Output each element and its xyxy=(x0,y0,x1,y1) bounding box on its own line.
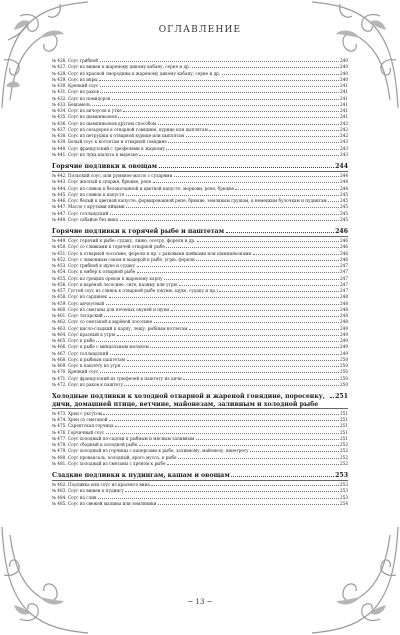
dot-leader xyxy=(139,155,338,156)
dot-leader xyxy=(109,297,339,298)
toc-entry-title: № 485. Соус из свежей малины или земляники xyxy=(52,500,157,506)
toc-entry-title: № 456. Соус к варёной лососине, сиге, налиму или угрю xyxy=(52,281,178,287)
toc-entry[interactable] xyxy=(52,217,348,223)
toc-entry-title: № 466. Соус к рыбе с миндальным молоком xyxy=(52,344,149,350)
toc-section-heading[interactable] xyxy=(52,472,348,481)
dot-leader xyxy=(168,142,338,143)
toc-entry-title: № 461. Соус татарский xyxy=(52,313,103,319)
toc-entry-page: 246 xyxy=(340,250,348,256)
toc-entry-page: 252 xyxy=(340,442,348,448)
toc-entry-title: № 477. Соус холодный по-садски к рыбным и мясным заливным xyxy=(52,435,195,441)
toc-section xyxy=(52,228,348,237)
toc-entry-title: № 431. Соус из раков xyxy=(52,89,99,95)
toc-entry-page: 243 xyxy=(340,139,348,145)
toc-entry-page: 250 xyxy=(340,375,348,381)
toc-section xyxy=(52,472,348,481)
toc-entry-title: № 478. Соус сборный к холодной рыбе xyxy=(52,442,138,448)
toc-entry-title: № 429. Соус из икры xyxy=(52,76,98,82)
toc-entry-title: № 469. Соус к паштету из угря xyxy=(52,363,121,369)
dot-leader xyxy=(178,458,338,459)
toc-entry-page: 252 xyxy=(340,460,348,466)
dot-leader xyxy=(100,86,339,87)
dot-leader xyxy=(197,241,339,242)
dot-leader xyxy=(99,80,338,81)
dot-leader xyxy=(159,167,334,168)
toc-section xyxy=(52,163,348,172)
toc-entry-title: № 449. Соус горячий к рыбе: судаку, линю, осетру, форели и др. xyxy=(52,238,196,244)
dot-leader xyxy=(150,347,338,348)
toc-entry-page: 244 xyxy=(340,179,348,185)
toc-entry-title: № 457. Густой соус из сливок к отварной рыбе (окуню, щуке, судаку и пр.) xyxy=(52,288,218,294)
toc-entry-title: № 474. Хрен со сметаной xyxy=(52,417,108,423)
toc-entry-title: № 442. Польский соус, или румяное масло с сухарями xyxy=(52,173,173,179)
toc-entry-title: № 441. Соус из лука-шалота к вырезке xyxy=(52,151,138,157)
toc-entry-title: № 484. Соус из слив xyxy=(52,494,97,500)
toc-entry-page: 241 xyxy=(340,95,348,101)
dot-leader xyxy=(124,385,338,386)
toc-section-heading[interactable] xyxy=(52,163,348,172)
floral-corner-ornament-icon xyxy=(0,525,90,635)
dot-leader xyxy=(209,130,338,131)
toc-entry-title: № 463. Соус кисло-сладкий к карпу, лещу, рыбным котлетам xyxy=(52,325,188,331)
dot-leader xyxy=(235,189,338,190)
dot-leader xyxy=(98,498,339,499)
toc-entry[interactable] xyxy=(52,382,348,388)
toc-entry-title: № 439. Белый соус к котлетам и отварной говядине xyxy=(52,139,167,145)
toc-entry-title: № 455. Соус из грецких орехов к жареному карпу xyxy=(52,275,163,281)
toc-entry[interactable] xyxy=(52,501,348,507)
dot-leader xyxy=(137,266,339,267)
toc-entry-title: № 482. Подливка или соус из красного вина xyxy=(52,482,150,488)
toc-entry-title: № 447. Масло с крутыми яйцами xyxy=(52,204,125,210)
toc-entry-page: 243 xyxy=(340,145,348,151)
dot-leader xyxy=(126,195,339,196)
dot-leader xyxy=(158,504,339,505)
dot-leader xyxy=(196,439,339,440)
toc-entry-title: № 481. Соус холодный из сметаны с хреном к рыбе xyxy=(52,460,166,466)
dot-leader xyxy=(253,254,339,255)
dot-leader xyxy=(100,92,338,93)
toc-entry-title: № 433. Бешамель xyxy=(52,101,91,107)
toc-entry-page: 243 xyxy=(340,151,348,157)
dot-leader xyxy=(92,105,338,106)
toc-entry-page: 250 xyxy=(340,381,348,387)
toc-entry-page: 240 xyxy=(340,58,348,63)
toc-section xyxy=(52,393,348,409)
dot-leader xyxy=(174,176,339,177)
dot-leader xyxy=(125,491,338,492)
dot-leader xyxy=(151,485,338,486)
toc-entry-page: 242 xyxy=(340,120,348,126)
toc-entry-title: № 472. Соус из раков к паштету xyxy=(52,381,123,387)
toc-entry-title: № 426. Соус грибной xyxy=(52,58,99,63)
dot-leader xyxy=(154,322,339,323)
toc-entry-page: 252 xyxy=(340,454,348,460)
toc-entry-page: 241 xyxy=(340,114,348,120)
toc-entry[interactable] xyxy=(52,152,348,158)
toc-entry-page: 250 xyxy=(340,356,348,362)
toc-entry-page: 247 xyxy=(340,275,348,281)
toc-entry-page: 246 xyxy=(340,244,348,250)
toc-entry-page: 253 xyxy=(340,482,348,488)
toc-section-heading[interactable] xyxy=(52,393,348,409)
dot-leader xyxy=(118,117,338,118)
section-page: 251 xyxy=(335,393,348,401)
toc-entry-page: 244 xyxy=(340,173,348,179)
page-number: ~ 13 ~ xyxy=(187,598,213,606)
toc-entry-page: 245 xyxy=(340,191,348,197)
toc-entry-page: 240 xyxy=(340,76,348,82)
toc-entry-title: № 440. Соус французский с трюфелями к жаркому xyxy=(52,145,165,151)
toc-entry-title: № 443. Соус желтый к спаржe, брюкве, репе xyxy=(52,179,152,185)
dot-leader xyxy=(153,182,339,183)
toc-entry-title: № 452. Соус с лимонным соком и мадерой к рыбе, угрю, форели xyxy=(52,256,195,262)
dot-leader xyxy=(106,433,339,434)
toc-entry-title: № 471. Соус французский из трюфелей к паштету из дичи xyxy=(52,375,182,381)
dot-leader xyxy=(222,74,339,75)
toc-entry[interactable] xyxy=(52,461,348,467)
toc-entry-title: № 453. Соус грибной к щуке и судаку xyxy=(52,263,136,269)
toc-entry-title: № 460. Соус из сметаны для печеных окуней и щуки xyxy=(52,306,169,312)
toc-entry-title: № 434. Соус из анчоусов к утке xyxy=(52,108,122,113)
toc-entry-page: 242 xyxy=(340,126,348,132)
dot-leader xyxy=(96,341,338,342)
section-title: Горячие подливки к горячей рыбе и паштетам xyxy=(52,228,225,236)
dot-leader xyxy=(112,99,339,100)
toc-entry-title: № 468. Соус к рыбным паштетам xyxy=(52,356,126,362)
dot-leader xyxy=(164,279,339,280)
toc-entry-title: № 438. Соус из петрушки к отварной курице или цыплятам xyxy=(52,133,185,138)
toc-entry-page: 245 xyxy=(340,216,348,222)
toc-entry-title: № 432. Соус из помидоров xyxy=(52,95,111,101)
dot-leader xyxy=(219,291,338,292)
dot-leader xyxy=(166,247,338,248)
dot-leader xyxy=(104,316,338,317)
toc-entry-page: 253 xyxy=(340,488,348,494)
toc-entry-page: 251 xyxy=(340,417,348,423)
toc-entry-page: 241 xyxy=(340,108,348,113)
toc-entry-title: № 462. Соус со сметаной к варёной лососине xyxy=(52,319,153,325)
toc-entry-title: № 458. Соус из сардинок xyxy=(52,294,108,300)
dot-leader xyxy=(137,272,339,273)
section-title: Сладкие подливки к пудингам, кашам и овощам xyxy=(52,472,230,480)
section-page: 244 xyxy=(335,163,348,170)
toc-entry-title: № 479. Соус холодный из горчицы с каперсами к рыбе, заливному, майонезу, винегрету xyxy=(52,448,249,454)
dot-leader xyxy=(167,464,338,465)
toc-entry-page: 246 xyxy=(340,256,348,262)
dot-leader xyxy=(158,124,339,125)
toc-entry-page: 249 xyxy=(340,325,348,331)
toc-entry-title: № 473. Хрен с уксусом xyxy=(52,410,102,416)
toc-entry-page: 245 xyxy=(340,204,348,210)
dot-leader xyxy=(328,201,338,202)
toc-entry-page: 242 xyxy=(340,133,348,138)
toc-entry-title: № 437. Соус из сельдерея к отварной говядине, курице или цыплятам xyxy=(52,126,208,132)
dot-leader xyxy=(110,214,339,215)
dot-leader xyxy=(189,329,338,330)
toc-entry-title: № 435. Соус из шампиньонов xyxy=(52,114,117,120)
dot-leader xyxy=(126,207,338,208)
dot-leader xyxy=(100,61,339,62)
dot-leader xyxy=(186,136,339,137)
dot-leader xyxy=(110,354,339,355)
toc-entry-page: 241 xyxy=(340,83,348,88)
toc-entry-title: № 476. Горчичный соус xyxy=(52,429,105,435)
toc-entry-page: 251 xyxy=(340,429,348,435)
toc-entry-page: 253 xyxy=(340,494,348,500)
toc-entry-page: 252 xyxy=(340,448,348,454)
toc-entry-page: 249 xyxy=(340,331,348,337)
toc-entry-title: № 446. Соус белый к цветной капусте, формированной репе, брюкве, земляным грушам, к немецким булочкам и пудингам xyxy=(52,198,327,204)
toc-entry-title: № 467. Соус голландский xyxy=(52,350,109,356)
toc-entry-title: № 464. Соус красный к угрю xyxy=(52,331,116,337)
toc-entry-title: № 428. Соус из красной смородины к жареному дикому кабану, серне и др. xyxy=(52,70,221,76)
toc-entry-page: 248 xyxy=(340,313,348,319)
section-title: Горячие подливки к овощам xyxy=(52,163,158,170)
toc-entry-page: 246 xyxy=(340,238,348,244)
toc-entry-page: 250 xyxy=(340,363,348,369)
dot-leader xyxy=(192,67,339,68)
dot-leader xyxy=(115,426,339,427)
dot-leader xyxy=(183,379,338,380)
toc-entry-title: № 451. Соус к отварной лососине, форели и пр. с раковыми шейками или шампиньонами xyxy=(52,250,252,256)
toc-entry-page: 251 xyxy=(340,423,348,429)
toc-entry-page: 251 xyxy=(340,410,348,416)
dot-leader xyxy=(196,260,338,261)
dot-leader xyxy=(122,366,339,367)
toc-entry-title: № 475. Сарептская горчица xyxy=(52,423,114,429)
dot-leader xyxy=(330,397,334,398)
toc-entry-page: 248 xyxy=(340,300,348,306)
dot-leader xyxy=(109,420,339,421)
dot-leader xyxy=(226,232,334,233)
dot-leader xyxy=(250,451,338,452)
toc-entry-page: 241 xyxy=(340,101,348,107)
dot-leader xyxy=(123,111,338,112)
floral-corner-ornament-icon xyxy=(310,525,400,635)
dot-leader xyxy=(100,372,339,373)
toc-entry-title: № 459. Соус анчоусный xyxy=(52,300,105,306)
dot-leader xyxy=(117,335,339,336)
toc-entry-page: 245 xyxy=(340,198,348,204)
toc-entry-title: № 470. Крепкий соус xyxy=(52,369,99,375)
dot-leader xyxy=(127,360,339,361)
toc-entry-page: 251 xyxy=(340,435,348,441)
toc-entry-page: 248 xyxy=(340,306,348,312)
toc-entry-title: № 430. Крепкий соус xyxy=(52,83,99,88)
table-of-contents xyxy=(52,58,348,507)
toc-entry-page: 247 xyxy=(340,281,348,287)
dot-leader xyxy=(120,220,339,221)
toc-entry-title: № 427. Соус из вишен к жареному дикому кабану, серне и др. xyxy=(52,64,191,70)
dot-leader xyxy=(103,414,338,415)
toc-section-heading[interactable] xyxy=(52,228,348,237)
toc-entry-title: № 465. Соус к рыбе xyxy=(52,338,95,344)
section-page: 246 xyxy=(335,228,348,236)
toc-entry-page: 249 xyxy=(340,350,348,356)
dot-leader xyxy=(106,304,339,305)
toc-entry-page: 248 xyxy=(340,319,348,325)
dot-leader xyxy=(139,445,339,446)
toc-entry-page: 248 xyxy=(340,294,348,300)
toc-entry-page: 249 xyxy=(340,338,348,344)
toc-entry-title: № 447. Соус голландский xyxy=(52,210,109,216)
toc-entry-page: 244 xyxy=(340,185,348,191)
section-title: Холодные подливки к холодной отварной и жареной говядине, поросенку, дичи, домашней птице, ветчине, майонезам, заливным и холодной рыбе xyxy=(52,393,325,408)
toc-entry-title: № 483. Соус из вишен к пудингу xyxy=(52,488,124,494)
toc-entry-title: № 448. Соус сабайон без вина xyxy=(52,216,119,222)
dot-leader xyxy=(179,285,339,286)
toc-entry-title: № 444. Соус из сливок к белокочанной и цветной капусте, моркови, репе, брюкве xyxy=(52,185,234,191)
toc-entry-page: 254 xyxy=(340,500,348,506)
toc-entry-title: № 450. Соус со сливками к горячей отварной рыбе xyxy=(52,244,165,250)
dot-leader xyxy=(166,149,338,150)
toc-entry-page: 240 xyxy=(340,70,348,76)
toc-entry-title: № 454. Соус к омбер к отварной рыбе xyxy=(52,269,136,275)
toc-entry-page: 245 xyxy=(340,210,348,216)
toc-entry-page: 247 xyxy=(340,288,348,294)
dot-leader xyxy=(231,476,333,477)
page-title: ОГЛАВЛЕНИЕ xyxy=(158,25,242,35)
toc-entry-page: 247 xyxy=(340,263,348,269)
toc-entry-page: 249 xyxy=(340,344,348,350)
toc-entry-page: 250 xyxy=(340,369,348,375)
toc-entry-title: № 445. Соус из сливок к капусте xyxy=(52,191,125,197)
dot-leader xyxy=(171,310,339,311)
toc-entry-page: 240 xyxy=(340,64,348,70)
section-page: 253 xyxy=(335,472,348,480)
toc-entry-page: 247 xyxy=(340,269,348,275)
toc-entry-title: № 436. Соус из шампиньонов другим способом xyxy=(52,120,157,126)
toc-entry-page: 241 xyxy=(340,89,348,95)
toc-entry-title: № 480. Соус провансаль, холодный, ярого мусса, к рыбе xyxy=(52,454,177,460)
